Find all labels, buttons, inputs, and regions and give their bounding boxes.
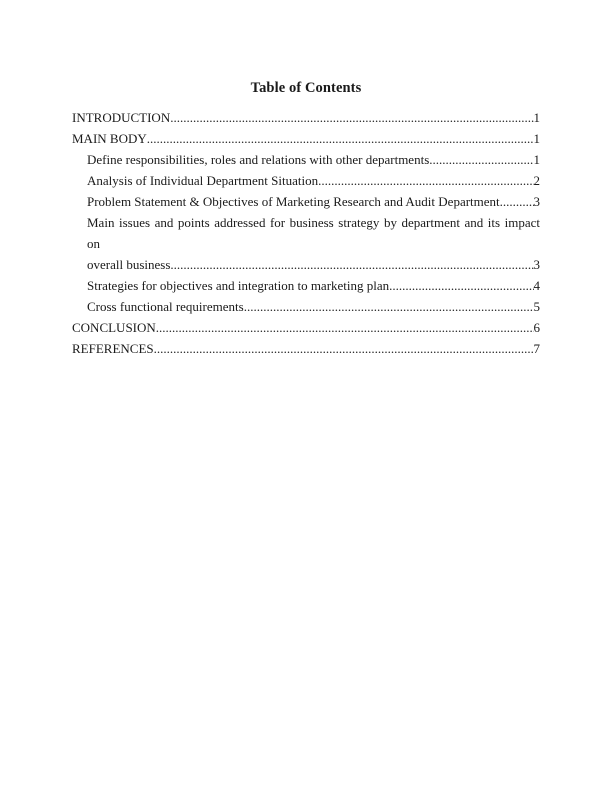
table-of-contents — [72, 107, 540, 359]
toc-page-number: 1 — [533, 110, 540, 125]
toc-entry-label: REFERENCES — [72, 341, 154, 356]
dot-leader — [156, 317, 534, 338]
dot-leader — [389, 275, 533, 296]
toc-entry-define-responsibilities[interactable] — [72, 149, 540, 170]
toc-page-number: 6 — [533, 320, 540, 335]
toc-page-number: 3 — [533, 257, 540, 272]
toc-entry-introduction[interactable] — [72, 107, 540, 128]
toc-page-number: 5 — [533, 299, 540, 314]
toc-entry-references[interactable] — [72, 338, 540, 359]
toc-entry-label: MAIN BODY — [72, 131, 147, 146]
toc-page-number: 7 — [533, 341, 540, 356]
toc-entry-strategies-objectives[interactable] — [72, 275, 540, 296]
toc-entry-cross-functional[interactable] — [72, 296, 540, 317]
toc-entry-label: Problem Statement & Objectives of Marketing Research and Audit Department — [87, 194, 500, 209]
dot-leader — [318, 170, 533, 191]
toc-entry-label: Main issues and points addressed for business strategy by department and its impact on — [87, 215, 540, 251]
toc-entry-label: INTRODUCTION — [72, 110, 171, 125]
toc-entry-label: Cross functional requirements — [87, 299, 244, 314]
dot-leader — [170, 254, 533, 275]
dot-leader — [154, 338, 534, 359]
toc-page-number: 3 — [533, 194, 540, 209]
toc-entry-analysis-department[interactable] — [72, 170, 540, 191]
dot-leader — [500, 191, 534, 212]
toc-page-number: 1 — [533, 152, 540, 167]
toc-entry-conclusion[interactable] — [72, 317, 540, 338]
toc-entry-label: CONCLUSION — [72, 320, 156, 335]
toc-page-number: 1 — [533, 131, 540, 146]
dot-leader — [147, 128, 534, 149]
toc-entry-label: Analysis of Individual Department Situation — [87, 173, 319, 188]
toc-entry-label: Define responsibilities, roles and relations with other departments — [87, 152, 430, 167]
page-title: Table of Contents — [250, 80, 362, 96]
toc-entry-label-continuation: overall business — [87, 257, 171, 272]
dot-leader — [244, 296, 534, 317]
dot-leader — [170, 107, 533, 128]
toc-page-number: 4 — [533, 278, 540, 293]
toc-entry-main-body[interactable] — [72, 128, 540, 149]
toc-page-number: 2 — [533, 173, 540, 188]
toc-entry-label: Strategies for objectives and integration to marketing plan — [87, 278, 390, 293]
toc-entry-main-issues[interactable] — [72, 212, 540, 275]
dot-leader — [429, 149, 533, 170]
toc-entry-problem-statement[interactable] — [72, 191, 540, 212]
